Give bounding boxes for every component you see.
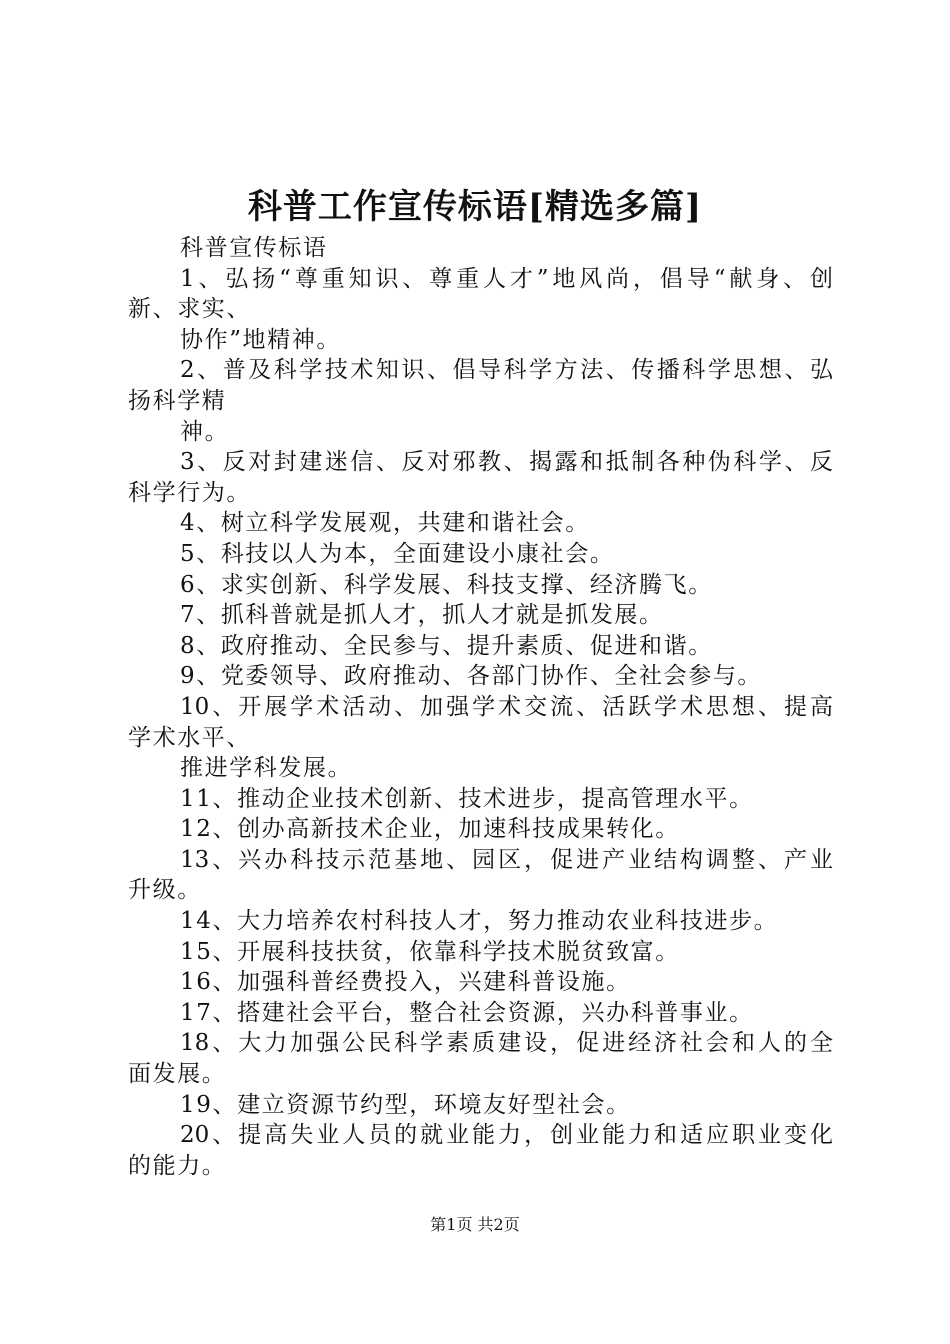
slogan-line: 15、开展科技扶贫，依靠科学技术脱贫致富。 bbox=[180, 938, 680, 965]
slogan-line: 14、大力培养农村科技人才，努力推动农业科技进步。 bbox=[180, 908, 779, 935]
slogan-line: 协作”地精神。 bbox=[180, 326, 341, 353]
slogan-line: 17、搭建社会平台，整合社会资源，兴办科普事业。 bbox=[180, 999, 754, 1026]
section-heading: 科普宣传标语 bbox=[180, 235, 328, 261]
slogan-line: 2、普及科学技术知识、倡导科学方法、传播科学思想、弘 bbox=[180, 357, 833, 384]
slogan-line: 19、建立资源节约型，环境友好型社会。 bbox=[180, 1091, 631, 1118]
slogan-line: 的能力。 bbox=[128, 1152, 227, 1179]
slogan-line: 10、开展学术活动、加强学术交流、活跃学术思想、提高 bbox=[180, 693, 833, 720]
slogan-line: 1、弘扬“尊重知识、尊重人才”地风尚，倡导“献身、创 bbox=[180, 265, 833, 292]
slogan-line: 4、树立科学发展观，共建和谐社会。 bbox=[180, 510, 590, 537]
document-body bbox=[128, 233, 833, 1181]
slogan-line: 神。 bbox=[180, 418, 230, 445]
slogan-line: 科学行为。 bbox=[128, 479, 251, 506]
slogan-line: 7、抓科普就是抓人才，抓人才就是抓发展。 bbox=[180, 602, 664, 629]
slogan-line: 升级。 bbox=[128, 877, 202, 904]
slogan-line: 18、大力加强公民科学素质建设，促进经济社会和人的全 bbox=[180, 1030, 833, 1057]
slogan-line: 学术水平、 bbox=[128, 724, 251, 751]
page-number: 第1页 共2页 bbox=[430, 1215, 520, 1234]
slogan-line: 面发展。 bbox=[128, 1061, 227, 1088]
slogan-line: 13、兴办科技示范基地、园区，促进产业结构调整、产业 bbox=[180, 846, 833, 873]
document-title: 科普工作宣传标语[精选多篇] bbox=[247, 187, 703, 227]
slogan-line: 11、推动企业技术创新、技术进步，提高管理水平。 bbox=[180, 785, 754, 812]
slogan-line: 3、反对封建迷信、反对邪教、揭露和抵制各种伪科学、反 bbox=[180, 449, 833, 476]
slogan-line: 扬科学精 bbox=[128, 387, 227, 414]
slogan-line: 16、加强科普经费投入，兴建科普设施。 bbox=[180, 969, 631, 996]
slogan-line: 12、创办高新技术企业，加速科技成果转化。 bbox=[180, 816, 680, 843]
slogan-line: 新、求实、 bbox=[128, 296, 251, 323]
slogan-line: 20、提高失业人员的就业能力，创业能力和适应职业变化 bbox=[180, 1122, 833, 1149]
slogan-line: 5、科技以人为本，全面建设小康社会。 bbox=[180, 540, 615, 567]
slogan-line: 推进学科发展。 bbox=[180, 755, 353, 782]
slogan-line: 6、求实创新、科学发展、科技支撑、经济腾飞。 bbox=[180, 571, 713, 598]
slogan-line: 8、政府推动、全民参与、提升素质、促进和谐。 bbox=[180, 632, 713, 659]
slogan-line: 9、党委领导、政府推动、各部门协作、全社会参与。 bbox=[180, 663, 763, 690]
